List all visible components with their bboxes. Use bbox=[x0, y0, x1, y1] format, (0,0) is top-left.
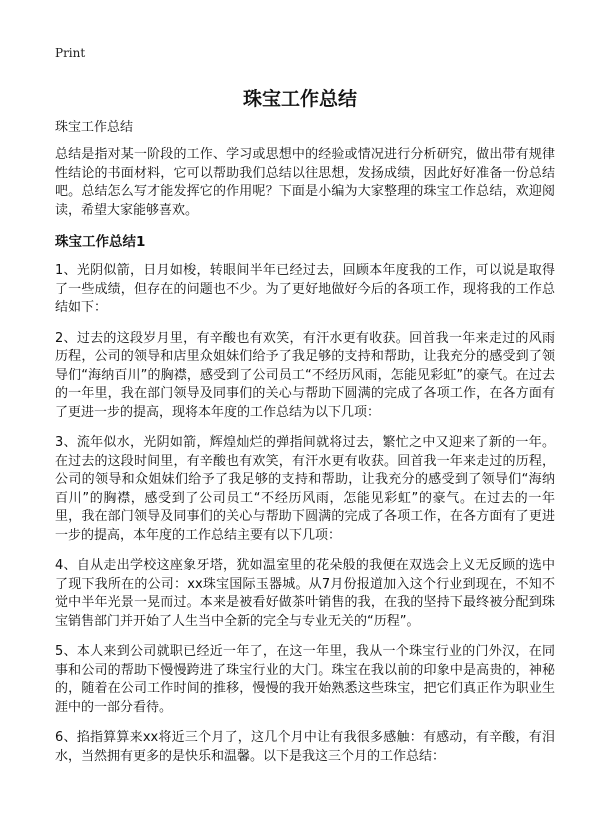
section-heading: 珠宝工作总结1 bbox=[55, 234, 146, 250]
paragraph-5: 5、本人来到公司就职已经近一年了，在这一年里，我从一个珠宝行业的门外汉，在同事和公司的帮助下慢慢跨进了珠宝行业的大门。珠宝在我以前的印象中是高贵的，神秘的，随着在公司工作时间的推移，慢慢的我开始熟悉这些珠宝，把它们真正作为职业生涯中的一部分看待。 bbox=[55, 644, 555, 715]
document-subtitle: 珠宝工作总结 bbox=[55, 120, 134, 135]
paragraph-1: 1、光阴似箭，日月如梭，转眼间半年已经过去，回顾本年度我的工作，可以说是取得了一些成绩，但存在的问题也不少。为了更好地做好今后的各项工作，现将我的工作总结如下： bbox=[55, 263, 555, 315]
paragraph-2: 2、过去的这段岁月里，有辛酸也有欢笑，有汗水更有收获。回首我一年来走过的风雨历程，公司的领导和店里众姐妹们给予了我足够的支持和帮助，让我充分的感受到了领导们“海纳百川”的胸襟，感受到了公司员工“不经历风雨，怎能见彩虹”的豪气。在过去的一年里，我在部门领导及同事们的关心与帮助下圆满的完成了各项工作，在各方面有了更进一步的提高，现将本年度的工作总结为以下几项： bbox=[55, 330, 555, 420]
paragraph-4: 4、自从走出学校这座象牙塔，犹如温室里的花朵般的我便在双选会上义无反顾的选中了现下我所在的公司：xx珠宝国际玉器城。从7月份报道加入这个行业到现在，不知不觉中半年光景一晃而过。本来是被看好做茶叶销售的我，在我的坚持下最终被分配到珠宝销售部门并开始了人生当中全新的完全与专业无关的“历程”。 bbox=[55, 558, 555, 629]
print-link[interactable]: Print bbox=[55, 46, 86, 60]
document-title: 珠宝工作总结 bbox=[242, 88, 357, 110]
document-body bbox=[55, 118, 555, 778]
intro-paragraph: 总结是指对某一阶段的工作、学习或思想中的经验或情况进行分析研究，做出带有规律性结论的书面材料，它可以帮助我们总结以往思想，发扬成绩，因此好好准备一份总结吧。总结怎么写才能发挥它的作用呢？下面是小编为大家整理的珠宝工作总结，欢迎阅读，希望大家能够喜欢。 bbox=[55, 147, 555, 218]
paragraph-6: 6、掐指算算来xx将近三个月了，这几个月中让有我很多感触：有感动，有辛酸，有泪水，当然拥有更多的是快乐和温馨。以下是我这三个月的工作总结： bbox=[55, 730, 555, 764]
paragraph-3: 3、流年似水，光阴如箭，辉煌灿烂的弹指间就将过去，繁忙之中又迎来了新的一年。在过去的这段时间里，有辛酸也有欢笑，有汗水更有收获。回首我一年来走过的历程，公司的领导和众姐妹们给予了我足够的支持和帮助，让我充分的感受到了领导们“海纳百川”的胸襟，感受到了公司员工“不经历风雨，怎能见彩虹”的豪气。在过去的一年里，我在部门领导及同事们的关心与帮助下圆满的完成了各项工作，在各方面有了更进一步的提高，本年度的工作总结主要有以下几项： bbox=[55, 435, 555, 543]
